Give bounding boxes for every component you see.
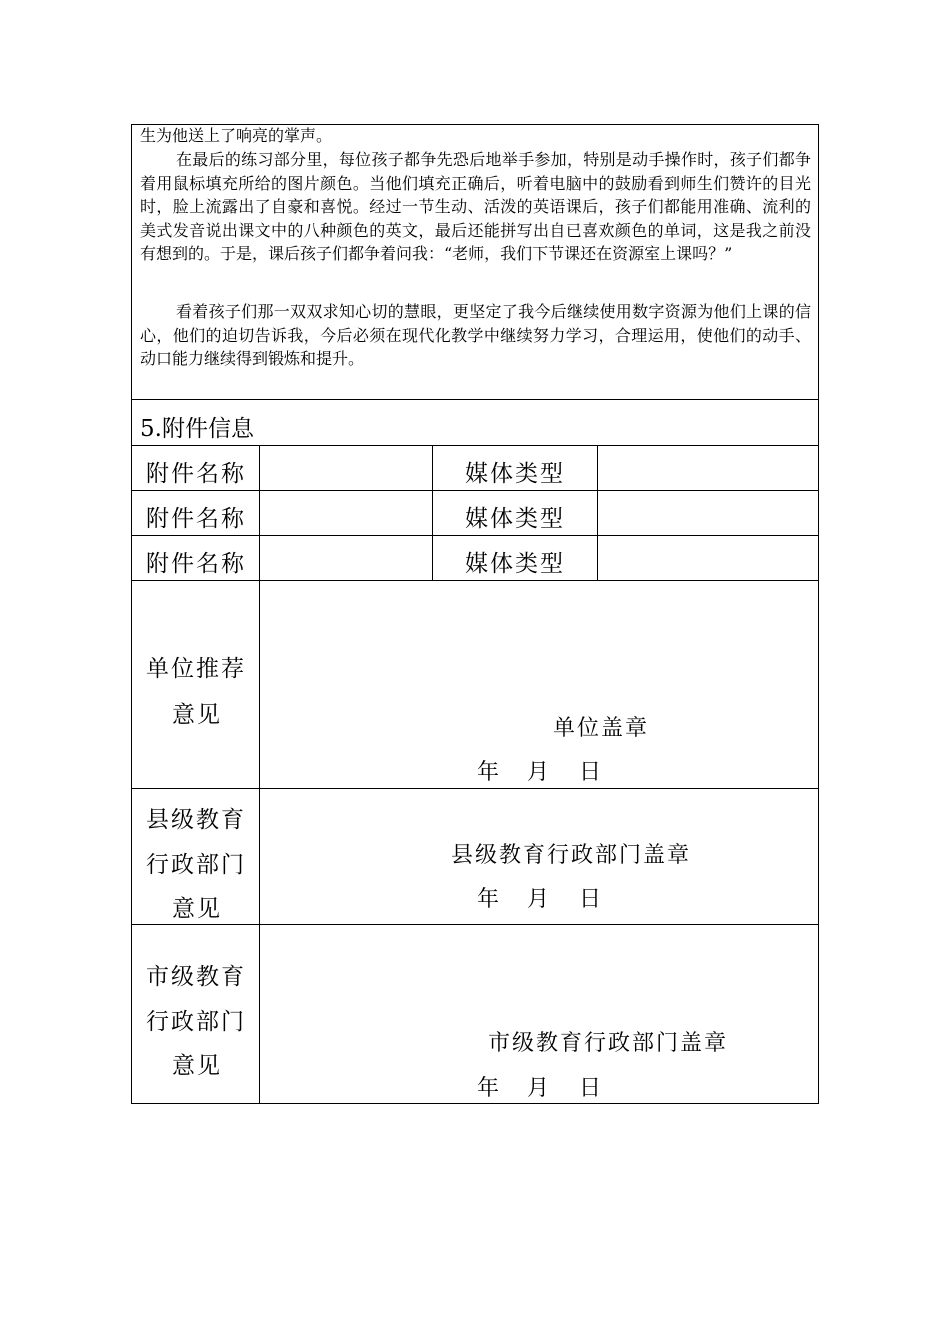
narrative-paragraph: 在最后的练习部分里，每位孩子都争先恐后地举手参加，特别是动手操作时，孩子们都争着用鼠标填充所给的图片颜色。当他们填充正确后，听着电脑中的鼓励看到师生们赞许的目光时，脸上流露出了自豪和喜悦。经过一节生动、活泼的英语课后，孩子们都能用准确、流利的美式发音说出课文中的八种颜色的英文，最后还能拼写出自已喜欢颜色的单词，这是我之前没有想到的。于是，课后孩子们都争着问我：“老师，我们下节课还在资源室上课吗？” xyxy=(140,150,811,263)
attachment-name-label: 附件名称 xyxy=(146,506,246,532)
section-divider xyxy=(131,399,819,400)
city-opinion-label: 意见 xyxy=(172,1053,222,1079)
opinion-row-divider xyxy=(131,924,819,925)
media-type-label: 媒体类型 xyxy=(465,461,565,487)
section-title-divider xyxy=(131,445,819,446)
attachment-row-divider xyxy=(131,580,819,581)
city-date: 年 月 日 xyxy=(477,1076,604,1101)
attachment-column-divider xyxy=(597,445,598,580)
unit-opinion-label: 意见 xyxy=(172,702,222,728)
unit-seal-text: 单位盖章 xyxy=(553,716,650,741)
attachment-name-label: 附件名称 xyxy=(146,551,246,577)
narrative-continuation: 生为他送上了响亮的掌声。 xyxy=(140,126,333,145)
attachment-row-divider xyxy=(131,535,819,536)
county-opinion-label: 意见 xyxy=(172,896,222,922)
county-opinion-label: 县级教育 xyxy=(146,807,246,833)
table-bottom-border xyxy=(131,1103,819,1104)
city-opinion-label: 行政部门 xyxy=(146,1009,246,1035)
county-opinion-label: 行政部门 xyxy=(146,852,246,878)
attachment-row-divider xyxy=(131,490,819,491)
attachment-column-divider xyxy=(432,445,433,580)
media-type-label: 媒体类型 xyxy=(465,551,565,577)
county-seal-text: 县级教育行政部门盖章 xyxy=(451,843,692,868)
city-opinion-label: 市级教育 xyxy=(146,964,246,990)
opinion-row-divider xyxy=(131,788,819,789)
attachment-name-label: 附件名称 xyxy=(146,461,246,487)
label-column-divider xyxy=(259,445,260,1103)
table-left-border xyxy=(131,124,132,1104)
unit-opinion-label: 单位推荐 xyxy=(146,656,246,682)
unit-date: 年 月 日 xyxy=(477,760,604,785)
city-seal-text: 市级教育行政部门盖章 xyxy=(488,1031,729,1056)
media-type-label: 媒体类型 xyxy=(465,506,565,532)
narrative-paragraph: 看着孩子们那一双双求知心切的慧眼，更坚定了我今后继续使用数字资源为他们上课的信心，他们的迫切告诉我，今后必须在现代化教学中继续努力学习，合理运用，使他们的动手、动口能力继续得到锻炼和提升。 xyxy=(140,302,811,368)
county-date: 年 月 日 xyxy=(477,887,604,912)
table-right-border xyxy=(818,124,819,1104)
section-title: 5.附件信息 xyxy=(140,416,254,442)
